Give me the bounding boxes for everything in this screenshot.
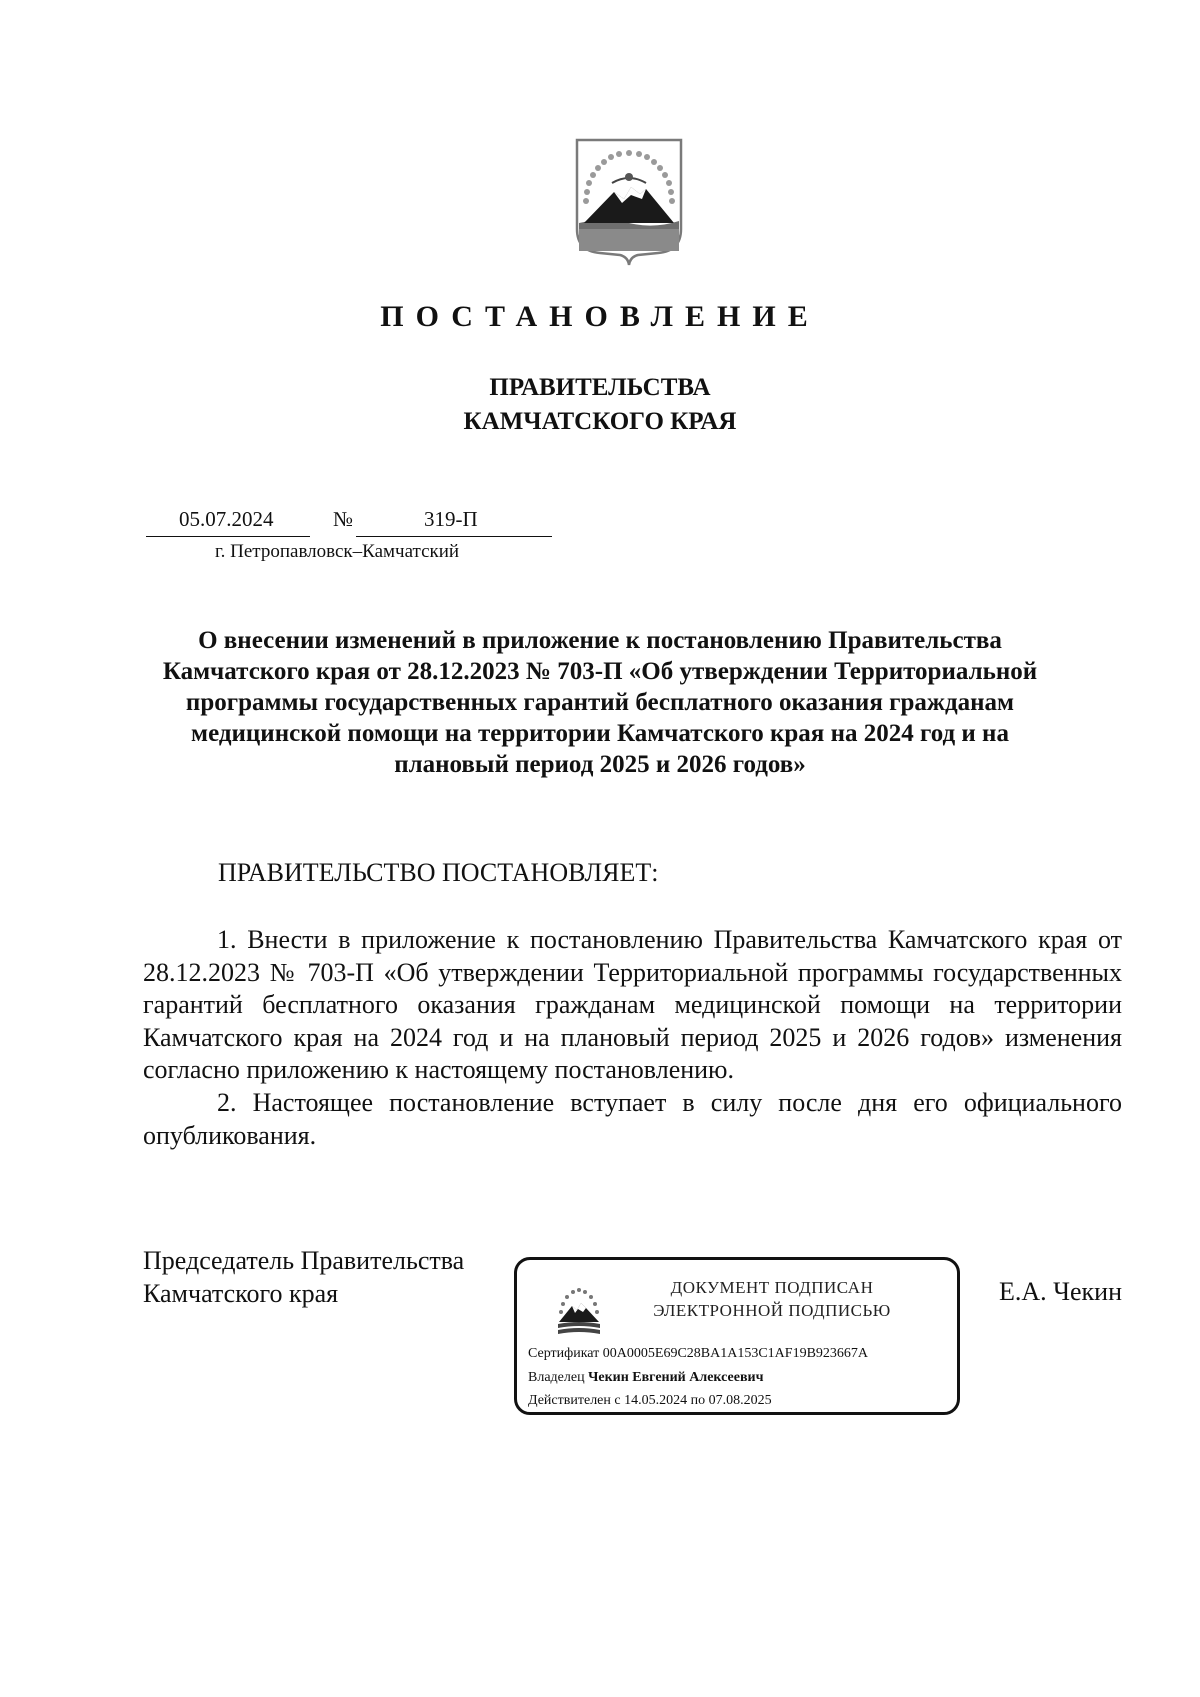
date-underline bbox=[146, 536, 310, 537]
document-number: 319-П bbox=[424, 507, 478, 531]
decree-line: ПРАВИТЕЛЬСТВО ПОСТАНОВЛЯЕТ: bbox=[218, 858, 659, 887]
document-body bbox=[143, 924, 1122, 1152]
coat-of-arms-icon bbox=[574, 137, 684, 267]
authority-line-2: КАМЧАТСКОГО КРАЯ bbox=[463, 408, 737, 435]
certificate-value: 00A0005E69C28BA1A153C1AF19B923667A bbox=[602, 1346, 869, 1361]
authority-line-1: ПРАВИТЕЛЬСТВА bbox=[489, 374, 711, 401]
stamp-emblem-icon bbox=[555, 1282, 603, 1338]
certificate-label: Сертификат bbox=[528, 1346, 600, 1361]
valid-to-label: по bbox=[690, 1393, 706, 1408]
owner-value: Чекин Евгений Алексеевич bbox=[588, 1370, 764, 1385]
registration-row bbox=[146, 505, 552, 537]
signatory-position-line-2: Камчатского края bbox=[143, 1279, 339, 1308]
document-title: О внесении изменений в приложение к постановлению Правительства Камчатского края от 28.12.2023 № 703-П «Об утверждении Территориальной программы государственных гарантий бесплатного оказания гражданам медицинской помощи на территории Камчатского края на 2024 год и на плановый период 2025 и 2026 годов» bbox=[162, 627, 1038, 778]
paragraph-2: 2. Настоящее постановление вступает в силу после дня его официального опубликования. bbox=[143, 1087, 1122, 1150]
electronic-signature-stamp bbox=[514, 1257, 960, 1415]
valid-to: 07.08.2025 bbox=[708, 1393, 772, 1408]
signatory-position bbox=[143, 1244, 464, 1310]
city-line: г. Петропавловск–Камчатский bbox=[215, 541, 460, 562]
document-date: 05.07.2024 bbox=[179, 507, 274, 531]
stamp-owner bbox=[528, 1370, 763, 1386]
document-type-heading: ПОСТАНОВЛЕНИЕ bbox=[380, 300, 820, 333]
signatory-position-line-1: Председатель Правительства bbox=[143, 1246, 465, 1275]
valid-label: Действителен с bbox=[528, 1393, 621, 1408]
stamp-header-line-1: ДОКУМЕНТ ПОДПИСАН bbox=[670, 1278, 874, 1297]
paragraph-1: 1. Внести в приложение к постановлению Правительства Камчатского края от 28.12.2023 № 703-П «Об утверждении Территориальной программы государственных гарантий бесплатного оказания гражданам медицинской помощи на территории Камчатского края на 2024 год и на плановый период 2025 и 2026 годов» изменения согласно приложению к настоящему постановлению. bbox=[143, 925, 1122, 1085]
valid-from: 14.05.2024 bbox=[624, 1393, 688, 1408]
owner-label: Владелец bbox=[528, 1370, 585, 1385]
signatory-name: Е.А. Чекин bbox=[998, 1277, 1122, 1306]
number-sign: № bbox=[333, 507, 354, 531]
stamp-validity bbox=[528, 1393, 772, 1409]
stamp-certificate bbox=[528, 1346, 868, 1362]
stamp-header-line-2: ЭЛЕКТРОННОЙ ПОДПИСЬЮ bbox=[653, 1301, 891, 1320]
number-underline bbox=[356, 536, 552, 537]
